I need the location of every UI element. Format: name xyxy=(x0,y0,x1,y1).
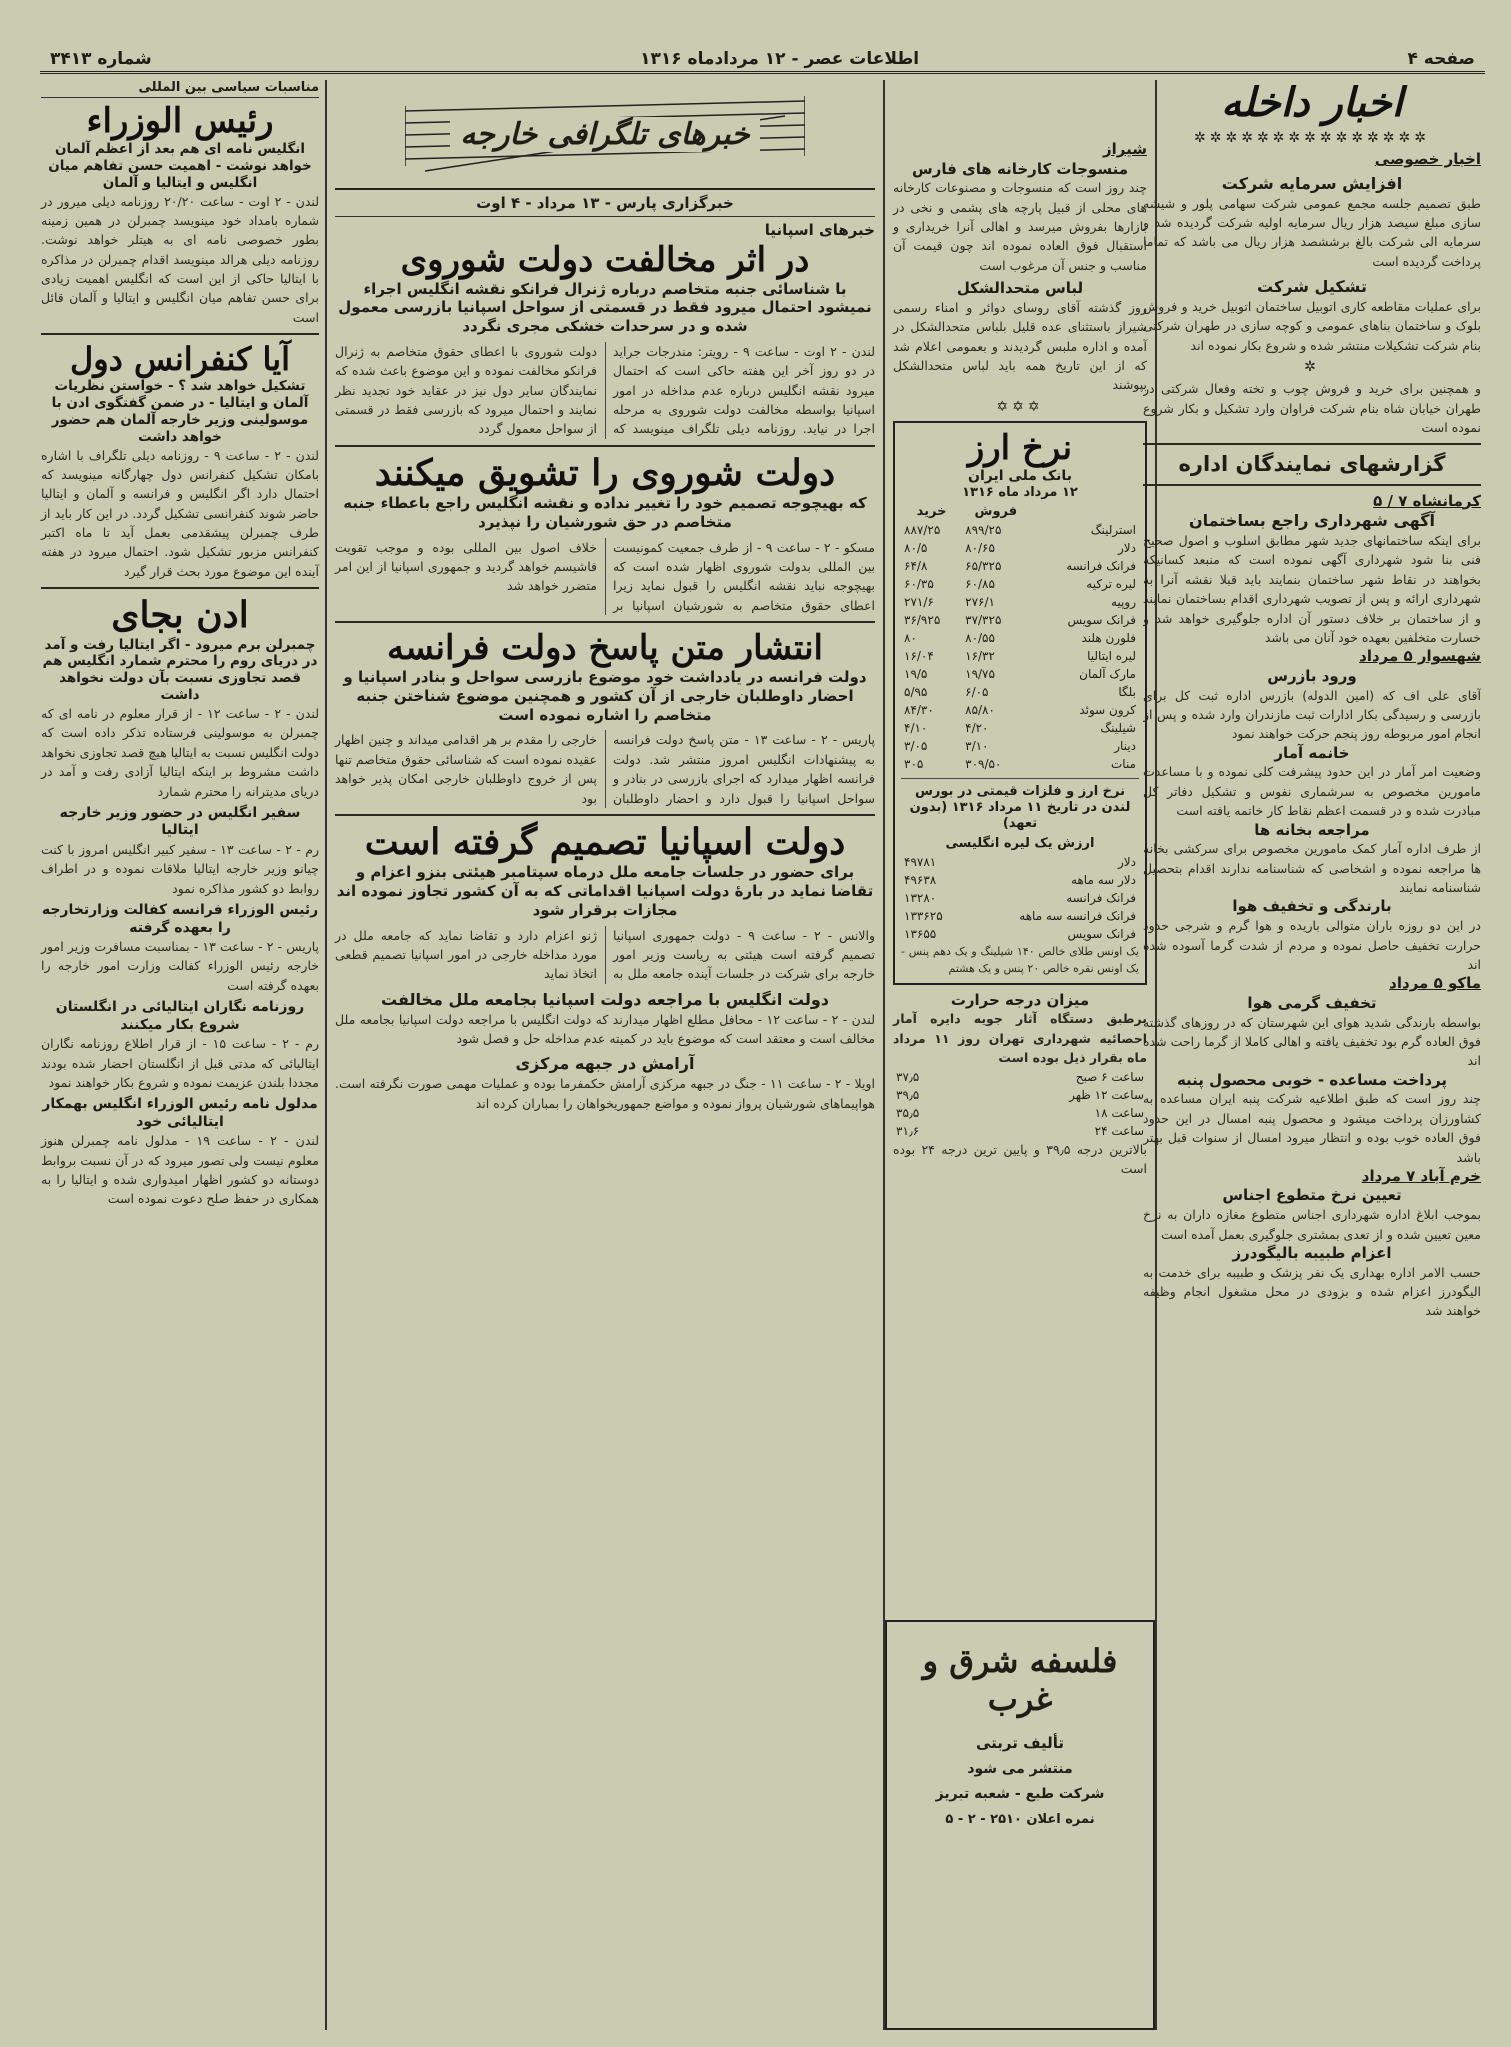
section-title: اخبار داخله xyxy=(1221,80,1403,126)
table-cell: ۶۵/۳۲۵ xyxy=(965,558,1002,573)
london-heading: نرخ ارز و فلزات قیمتی در بورس لندن در تاریخ ۱۱ مرداد ۱۳۱۶ (بدون تعهد) xyxy=(909,783,1131,832)
table-cell: ۴/۱۰ xyxy=(904,720,928,735)
bank-name: بانک ملی ایران xyxy=(968,467,1072,484)
ornament-divider: ✡✡✡ xyxy=(996,398,1044,415)
divider xyxy=(335,445,875,447)
table-cell: ۸۵/۸۰ xyxy=(965,702,995,717)
article-text: وضعیت امر آمار در این حدود پیشرفت کلی نموده و با مساعدت مامورین مخصوص به سرشماری نفوس و تشکیل دفاتر کل مبادرت شده و در قسمت اعظم نقاط کار خاتمه یافته است xyxy=(1143,764,1481,819)
rates-table xyxy=(901,502,1139,773)
exchange-rates-box xyxy=(893,421,1147,985)
ornament-divider: ✲ xyxy=(1304,359,1320,376)
headline: آرامش در جبهه مرکزی xyxy=(515,1054,695,1074)
divider xyxy=(335,814,875,816)
table-cell: ۱۳۲۸۰ xyxy=(904,890,937,905)
ad-line: شرکت طبع - شعبه تبریز xyxy=(935,1786,1105,1803)
article-text: چند روز است که منسوجات و مصنوعات کارخانه های محلی از قبیل پارچه های پشمی و نخی در بازارها بفروش میرسد و اهالی آنرا خریداری و استقبال فوق العاده نموده اند چون قیمت آن مناسب و جنس آن مرغوب است xyxy=(893,180,1147,273)
article-text: پاریس - ۲ - ساعت ۱۳ - متن پاسخ دولت فرانسه به پیشنهادات انگلیس امروز منتشر شد. دولت فرانسه اظهار میدارد که اجرای بازرسی در بنادر و سواحل اسپانیا را قبول دارد و احضار داوطلبان خارجی را مقدم بر هر اقدامی میداند و چنین اظهار عقیده نموده است که شناسائی حقوق متخاصم تنها پس از خروج داوطلبان خارجی امکان پذیر خواهد بود xyxy=(335,732,875,806)
article-text: روز گذشته آقای روسای دوائر و امناء رسمی شیراز باستثنای عده قلیل بلباس متحدالشکل در آمده و اداره ملبس گردیدند و بعمومی اعلام شد که از این تاریخ همه باید لباس متحدالشکل بپوشند xyxy=(893,299,1147,393)
table-cell: ۳/۱۰ xyxy=(965,738,989,753)
table-cell: ۳۰۵ xyxy=(904,756,924,771)
divider xyxy=(1143,484,1481,486)
table-cell: ۳۱٫۶ xyxy=(896,1123,920,1138)
deck: دولت فرانسه در یادداشت خود موضوع بازرسی سواحل و بنادر اسپانیا و احضار داوطلبان خارجی از آن کشور و همچنین موضوع شناختن جنبه متخاصم را اشاره نموده است xyxy=(343,668,867,724)
divider xyxy=(41,587,319,589)
table-row xyxy=(901,907,1139,925)
headline: دولت شوروی را تشویق میکنند xyxy=(374,451,836,494)
headline: بارندگی و تخفیف هوا xyxy=(1232,897,1392,916)
table-cell: ۸۰/۶۵ xyxy=(965,540,995,555)
ad-line: منتشر می شود xyxy=(967,1760,1073,1777)
table-cell: ساعت ۶ صبح xyxy=(1075,1069,1144,1084)
headline: پرداخت مساعده - خوبی محصول پنبه xyxy=(1176,1070,1448,1089)
article-text: اویلا - ۲ - ساعت ۱۱ - جنگ در جبهه مرکزی آرامش حکمفرما بوده و عملیات مهمی صورت نگرفته است. هواپیماهای شورشیان پرواز نموده و مواضع جمهوریخواهان را بمباران کرده اند xyxy=(335,1076,875,1111)
table-cell: ۱۳۶۵۵ xyxy=(904,926,937,941)
rates-date: ۱۲ مرداد ماه ۱۳۱۶ xyxy=(962,485,1078,501)
table-row xyxy=(901,665,1139,683)
headline: آگهی شهرداری راجع بساختمان xyxy=(1189,511,1435,530)
article-text: لندن - ۲ - ساعت ۹ - روزنامه دیلی تلگراف با اشاره بامکان تشکیل کنفرانس دول چهارگانه مینویسد که احتمال دارد اگر انگلیس و فرانسه و آلمان و ایتالیا حاضر شوند کنفرانسی تشکیل گردد. در این کار باید از طرف چمبرلن پیشقدمی بعمل آید تا ماه اکتبر کنفرانس مزبور تشکیل شود. احتمال میرود در هفته آینده این موضوع مورد بحث قرار گیرد xyxy=(41,447,319,579)
table-cell: ۲۷۱/۶ xyxy=(904,594,934,609)
article-text: لندن - ۲ اوت - ساعت ۹ - رویتر: مندرجات جراید در دو روز آخر این هفته حاکی است که احتمال میرود نقشه انگلیس درباره عدم مداخله در امور اسپانیا بواسطه مخالفت دولت شوروی به مرحله اجرا در نیاید. روزنامه دیلی تلگراف مینویسد که دولت شوروی با اعطای حقوق متخاصم به ژنرال فرانکو مخالفت نموده و این موضوع باعث شده که نمایندگان سایر دول نیز در عقاید خود تجدید نظر نمایند و احتمال میرود که بازرسی فقط در قسمتی از سواحل معمول گردد xyxy=(335,343,876,437)
article-text: بالاترین درجه ۳۹٫۵ و پایین ترین درجه ۲۴ بوده است xyxy=(893,1141,1148,1176)
table-row xyxy=(893,1068,1147,1086)
table-row xyxy=(901,539,1139,557)
table-row xyxy=(901,647,1139,665)
special-news-label: اخبار خصوصی xyxy=(1374,150,1481,168)
agency-dateline: خبرگزاری پارس - ۱۳ مرداد - ۴ اوت xyxy=(335,190,875,217)
table-row xyxy=(901,925,1139,943)
divider xyxy=(335,621,875,623)
table-row xyxy=(901,611,1139,629)
headline: تشکیل شرکت xyxy=(1257,277,1367,296)
table-cell: ۳۰۹/۵۰ xyxy=(965,756,1002,771)
exchange-title: نرخ ارز xyxy=(967,427,1073,468)
table-row xyxy=(901,737,1139,755)
headline: انتشار متن پاسخ دولت فرانسه xyxy=(386,628,824,669)
table-cell: ساعت ۱۸ xyxy=(1094,1105,1144,1120)
headline: اعزام طبیبه بالیگودرز xyxy=(1232,1243,1392,1262)
divider xyxy=(901,778,1139,779)
ad-title: فلسفه شرق و غرب xyxy=(922,1642,1118,1718)
headline: میزان درجه حرارت xyxy=(950,990,1090,1009)
table-cell: ۶/۰۵ xyxy=(965,684,989,699)
article-text: لندن - ۲ - ساعت ۱۲ - از قرار معلوم در نامه ای که چمبرلن به موسولینی فرستاده تذکر داده است که دولت انگلیس نسبت به ایتالیا هیچ قصد تجاوزی نخواهد داشت مشروط بر اینکه ایتالیا آزادی رفت و آمد در دریای مدیترانه را محترم شمارد xyxy=(41,706,320,799)
article-text: چند روز است که طبق اطلاعیه شرکت پنبه ایران مساعده به کشاورزان پرداخت میشود و محصول پنبه امسال در این حدود فوق العاده خوب بوده و انتظار میرود امسال از سنوات قبل بهتر باشد xyxy=(1143,1091,1481,1165)
buy-header: خرید xyxy=(916,503,947,519)
gold-text: یک اونس طلای خالص ۱۴۰ شیلینگ و یک دهم پنس - یک اونس نقره خالص ۲۰ پنس و یک هشتم xyxy=(901,944,1139,975)
headline: رئیس الوزراء xyxy=(86,100,274,141)
page-number: صفحه ۴ xyxy=(1407,48,1475,69)
column-label: مناسبات سیاسی بین المللی xyxy=(41,80,319,98)
headline: آیا کنفرانس دول xyxy=(69,340,291,379)
foreign-news-banner xyxy=(335,80,875,190)
table-cell: ۱۳۳۶۲۵ xyxy=(904,908,943,923)
table-row xyxy=(901,755,1139,773)
headline: ادن بجای xyxy=(111,594,249,637)
kicker: خبرهای اسپانیا xyxy=(764,221,875,239)
article-text: و همچنین برای خرید و فروش چوب و تخته وفعال شرکتی در طهران خیابان شاه بنام شرکت فراوان وارد تشکیل و بکار شروع نموده است xyxy=(1143,381,1481,435)
table-cell: ۸۰ xyxy=(904,630,917,645)
article-text: برای عملیات مقاطعه کاری اتوبیل ساختمان اتوبیل خرید و فروش بلوک و ساختمان بناهای عمومی و کوچه سازی در طهران شرکتی بنام شرکت تشکیلات منتشر شده و شروع بکار نموده اند xyxy=(1143,299,1481,353)
article-text: آقای علی اف که (امین الدوله) بازرس اداره ثبت کل برای بازرسی و رسیدگی بکار ادارات ثبت مازندران وارد شده و پس از انجام امور مربوطه روز پنجم حرکت خواهند نمود xyxy=(1143,687,1481,742)
table-cell: مارک آلمان xyxy=(1079,666,1136,681)
headline: منسوجات کارخانه های فارس xyxy=(912,159,1128,178)
article-text: لندن - ۲ اوت - ساعت ۲۰/۲۰ روزنامه دیلی میرور در شماره بامداد خود مینویسد چمبرلن در همین زمینه بطور خصوصی نامه ای به هیتلر خواهد نوشت. روزنامه دیلی هرالد مینویسد اقدام چمبرلن در مذاکره با ایتالیا حاکی از این است که انگلیس اهمیت زیادی برای حسن تفاهم میان انگلیس و ایتالیا و آلمان قائل است xyxy=(41,193,319,325)
table-cell: منات xyxy=(1110,756,1136,771)
table-cell: ۱۹/۵ xyxy=(904,666,928,681)
table-row xyxy=(901,719,1139,737)
table-cell: ۸۰/۵ xyxy=(904,540,928,555)
shiraz-exchange-column xyxy=(885,80,1155,1610)
article-text: رم - ۲ - ساعت ۱۵ - از قرار اطلاع روزنامه نگاران ایتالیائی که مدتی قبل از انگلستان احضار شده بودند مجددا بلندن عزیمت نموده و شروع بکار خواهند نمود xyxy=(41,1036,319,1090)
table-cell: فرانک فرانسه xyxy=(1066,558,1136,573)
banner-title: خبرهای تلگرافی خارجه xyxy=(450,117,759,152)
ad-line: نمره اعلان ۲۵۱۰ - ۲ - ۵ xyxy=(945,1811,1095,1827)
table-cell: فلورن هلند xyxy=(1081,630,1136,645)
table-cell: شیلینگ xyxy=(1100,720,1136,735)
table-cell: بلگا xyxy=(1118,684,1136,699)
table-row xyxy=(901,853,1139,871)
headline: سفیر انگلیس در حضور وزیر خارجه ایتالیا xyxy=(59,804,301,839)
headline: خانمه آمار xyxy=(1274,743,1350,762)
foreign-news-column xyxy=(325,80,885,2030)
deck: چمبرلن برم میرود - اگر ایتالیا رفت و آمد در دریای روم را محترم شمارد انگلیس هم قصد تجاوزی نسبت بآن دولت نخواهد داشت xyxy=(42,636,318,704)
temperature-table xyxy=(893,1068,1147,1140)
table-cell: ۳۷٫۵ xyxy=(896,1069,920,1084)
table-cell: ۱۹/۷۵ xyxy=(965,666,995,681)
table-row xyxy=(901,629,1139,647)
table-cell: فرانک فرانسه xyxy=(1066,890,1136,905)
table-row xyxy=(901,701,1139,719)
masthead xyxy=(40,46,1485,74)
headline: ورود بازرس xyxy=(1267,666,1357,685)
dateline: شهسوار ۵ مرداد xyxy=(1359,647,1481,666)
article-text: طبق تصمیم جلسه مجمع عمومی شرکت سهامی پلور و شیشه سازی مبلغ سیصد هزار ریال سرمایه اولیه شرکت گردیده شد و سرمایه الی شرکت بالغ برششصد هزار ریال می باشد که تماما پرداخت گردیده است xyxy=(1143,195,1481,269)
article-text: لندن - ۲ - ساعت ۱۹ - مدلول نامه چمبرلن هنوز معلوم نیست ولی تصور میرود که در آن نسبت بروابط دوستانه دو کشور اظهار امیدواری شده و ایتالیا را به همکاری در حفظ صلح دعوت نموده است xyxy=(41,1133,320,1207)
divider xyxy=(41,333,319,335)
deck: با شناسائی جنبه متخاصم درباره ژنرال فرانکو نقشه انگلیس اجراء نمیشود احتمال میرود فقط در قسمتی از سواحل اسپانیا بازرسی معمول شده و در سرحدات خشکی مجری نگردد xyxy=(338,279,872,336)
article-text: لندن - ۲ - ساعت ۱۲ - محافل مطلع اظهار میدارند که دولت انگلیس با مراجعه دولت اسپانیا بجامعه ملل مخالف است و معتقد است که موضوع باید در کمیته عدم مداخله حل و فصل شود xyxy=(335,1011,875,1047)
table-cell: دلار xyxy=(1118,540,1136,555)
table-cell: فرانک فرانسه سه ماهه xyxy=(1019,908,1136,923)
article-text: بموجب ابلاغ اداره شهرداری اجناس متطوع مغازه داران به نرخ معین تعیین شده و از تعدی بمشتری جلوگیری بعمل آمده است xyxy=(1143,1207,1481,1242)
headline: مدلول نامه رئیس الوزراء انگلیس بهمکار ایتالیائی خود xyxy=(42,1096,318,1130)
table-row xyxy=(901,889,1139,907)
table-row xyxy=(901,521,1139,539)
headline: گزارشهای نمایندگان اداره xyxy=(1178,452,1446,477)
article-text: برای اینکه ساختمانهای جدید شهر مطابق اسلوب و اصول صحیح فنی بنا شود شهرداری آگهی نموده است که منبعد کسانیکه بخواهند در نقاط شهر ساختمان بنمایند باید قبلا نقشه آنرا به شهرداری ارائه و پس از تصویب شهرداری اقدام بساختمان نمایند و از ساختمان بر خلاف دستور آن اداره جلوگیری خواهد شد و خسارت متخلفین بعهده خود آنان می باشد xyxy=(1143,533,1481,645)
table-row xyxy=(901,557,1139,575)
article-text: از طرف اداره آمار کمک مامورین مخصوص برای سرکشی بخانه ها مراجعه نموده و اشخاصی که شناسنامه ندارند اقدام بتحصیل شناسنامه نمایند xyxy=(1143,841,1481,895)
table-cell: لیره ایتالیا xyxy=(1087,648,1136,663)
sell-header: فروش xyxy=(974,503,1018,519)
article-text: بواسطه بارندگی شدید هوای این شهرستان که در روزهای گذشته فوق العاده گرم بود تخفیف یافته و اهالی کاملا از گرما راحت شده اند xyxy=(1143,1014,1481,1069)
article-text: در این دو روزه باران متوالی باریده و هوا گرم و شرجی حدود حرارت تخفیف حاصل نموده و مردم از شدت گرما آسوده شده اند xyxy=(1143,918,1481,972)
table-cell: ۸۸۷/۲۵ xyxy=(904,522,941,537)
headline: دولت انگلیس با مراجعه دولت اسپانیا بجامعه ملل مخالفت xyxy=(381,989,829,1009)
table-cell: دلار xyxy=(1118,854,1136,869)
paper-date: اطلاعات عصر - ۱۲ مردادماه ۱۳۱۶ xyxy=(640,48,920,69)
table-cell: ۸۹۹/۲۵ xyxy=(965,522,1002,537)
table-row xyxy=(901,575,1139,593)
table-cell: فرانک سویس xyxy=(1067,926,1136,941)
ornament-divider: ✲✲✲✲✲✲✲✲✲✲✲✲✲✲✲ xyxy=(1194,130,1430,146)
london-table xyxy=(901,853,1139,943)
diplomacy-column xyxy=(35,80,325,2030)
article-text: پاریس - ۲ - ساعت ۱۳ - بمناسبت مسافرت وزیر امور خارجه رئیس الوزراء کفالت وزارت امور خارجه را بعهده گرفته است xyxy=(41,939,319,993)
table-cell: ۳/۰۵ xyxy=(904,738,928,753)
headline: دولت اسپانیا تصمیم گرفته است xyxy=(364,820,846,863)
dateline: کرمانشاه ۷ / ۵ xyxy=(1373,491,1481,510)
headline: افزایش سرمایه شرکت xyxy=(1221,173,1403,193)
dateline: شیراز xyxy=(1103,140,1147,158)
table-cell: ۱۶/۳۲ xyxy=(965,648,995,663)
table-cell: ۱۶/۰۴ xyxy=(904,648,934,663)
table-cell: ۶۰/۸۵ xyxy=(965,576,995,591)
divider xyxy=(1143,443,1481,445)
table-cell: ساعت ۱۲ ظهر xyxy=(1069,1087,1144,1102)
deck: برای حضور در جلسات جامعه ملل درماه سپتامبر هیئتی بنزو اعزام و تقاضا نماید در بارۀ دولت اسپانیا اقداماتی که به آن کشور تجاوز نموده اند مجازات برقرار شود xyxy=(336,863,874,919)
table-cell: ۶۴/۸ xyxy=(904,558,928,573)
table-cell: ۴۹۷۸۱ xyxy=(904,854,937,869)
deck: تشکیل خواهد شد ؟ - خواستن نظریات آلمان و ایتالیا - در ضمن گفتگوی ادن با موسولینی وزیر خارجه آلمان هم حضور خواهد داشت xyxy=(51,378,309,445)
table-row xyxy=(901,593,1139,611)
table-cell: دلار سه ماهه xyxy=(1071,872,1136,887)
article-text: برطبق دستگاه آثار جویه دایره آمار احصائیه شهرداری تهران روز ۱۱ مرداد ماه بقرار ذیل بوده است xyxy=(893,1011,1147,1066)
table-cell: ۵/۹۵ xyxy=(904,684,928,699)
london-subheading: ارزش یک لیره انگلیسی xyxy=(945,836,1095,852)
article-text: حسب الامر اداره بهداری یک نفر پزشک و طبیبه برای خدمت به الیگودرز اعزام شده و بزودی در محل مشغول انجام وظیفه خواهند شد xyxy=(1143,1264,1481,1319)
dateline: خرم آباد ۷ مرداد xyxy=(1361,1166,1481,1185)
headline: مراجعه بخانه ها xyxy=(1254,820,1370,839)
table-cell: کرون سوئد xyxy=(1079,702,1136,717)
table-row xyxy=(901,683,1139,701)
headline: در اثر مخالفت دولت شوروی xyxy=(400,239,810,280)
deck: انگلیس نامه ای هم بعد از اعظم آلمان خواهد نوشت - اهمیت حسن تفاهم میان انگلیس و ایتالیا و آلمان xyxy=(48,140,312,191)
ad-author: تألیف تربتی xyxy=(975,1734,1064,1752)
headline: لباس متحدالشکل xyxy=(956,279,1084,298)
table-cell: ۳۵٫۵ xyxy=(896,1105,920,1120)
headline: روزنامه نگاران ایتالیائی در انگلستان شروع بکار میکنند xyxy=(55,999,305,1033)
table-row xyxy=(901,871,1139,889)
book-advertisement xyxy=(885,1620,1155,2030)
table-cell: دینار xyxy=(1114,738,1136,753)
article-text: رم - ۲ - ساعت ۱۳ - سفیر کبیر انگلیس امروز با کنت چیانو وزیر خارجه ایتالیا ملاقات نموده و در اطراف روابط دو کشور مذاکره نمود xyxy=(41,841,320,896)
table-cell: ۳۶/۹۲۵ xyxy=(904,612,941,627)
table-cell: ۳۹٫۵ xyxy=(896,1087,920,1102)
table-row xyxy=(893,1122,1147,1140)
table-cell: فرانک سویس xyxy=(1067,612,1136,627)
table-cell: ۴/۲۰ xyxy=(965,720,989,735)
deck: که بهیچوجه تصمیم خود را تغییر نداده و نقشه انگلیس راجع باعطاء جنبه متخاصم در حق شورشیان را نپذیرد xyxy=(343,494,867,531)
headline: تعیین نرخ متطوع اجناس xyxy=(1222,1186,1402,1205)
headline: تخفیف گرمی هوا xyxy=(1247,993,1377,1012)
table-row xyxy=(893,1086,1147,1104)
article-text: والانس - ۲ - ساعت ۹ - دولت جمهوری اسپانیا تصمیم گرفته است هیئتی به ریاست وزیر امور خارجه برای شرکت در جلسات آینده جامعه ملل به ژنو اعزام دارد و تقاضا نماید که جامعه ملل در مورد مداخله خارجی در امور اسپانیا تصمیم قطعی اتخاذ نماید xyxy=(335,927,876,982)
table-cell: روپیه xyxy=(1111,594,1136,609)
issue-number: شماره ۳۴۱۳ xyxy=(50,48,152,69)
table-cell: ساعت ۲۴ xyxy=(1094,1123,1144,1138)
article-text: مسکو - ۲ - ساعت ۹ - از طرف جمعیت کمونیست بین المللی بدولت شوروی اظهار شده است که بهیچوجه نباید نقشه انگلیس را قبول نماید زیرا اعطای حقوق متخاصم به شورشیان اسپانیا بر خلاف اصول بین المللی بوده و موجب تقویت فاشیسم خواهد گردید و جمهوری اسپانیا از این امر متضرر خواهد شد xyxy=(335,539,875,613)
table-cell: ۶۰/۳۵ xyxy=(904,576,934,591)
table-cell: ۸۰/۵۵ xyxy=(965,630,995,645)
domestic-news-column xyxy=(1143,80,1481,2030)
table-cell: ۲۷۶/۱ xyxy=(965,594,995,609)
table-cell: ۳۷/۳۲۵ xyxy=(965,612,1002,627)
table-cell: لیره ترکیه xyxy=(1086,576,1136,591)
table-cell: استرلینگ xyxy=(1090,522,1136,537)
table-cell: ۴۹۶۳۸ xyxy=(904,872,937,887)
table-row xyxy=(893,1104,1147,1122)
dateline: ماکو ۵ مرداد xyxy=(1389,974,1481,993)
table-cell: ۸۴/۳۰ xyxy=(904,702,934,717)
headline: رئیس الوزراء فرانسه کفالت وزارتخارجه را بعهده گرفته xyxy=(41,902,319,936)
